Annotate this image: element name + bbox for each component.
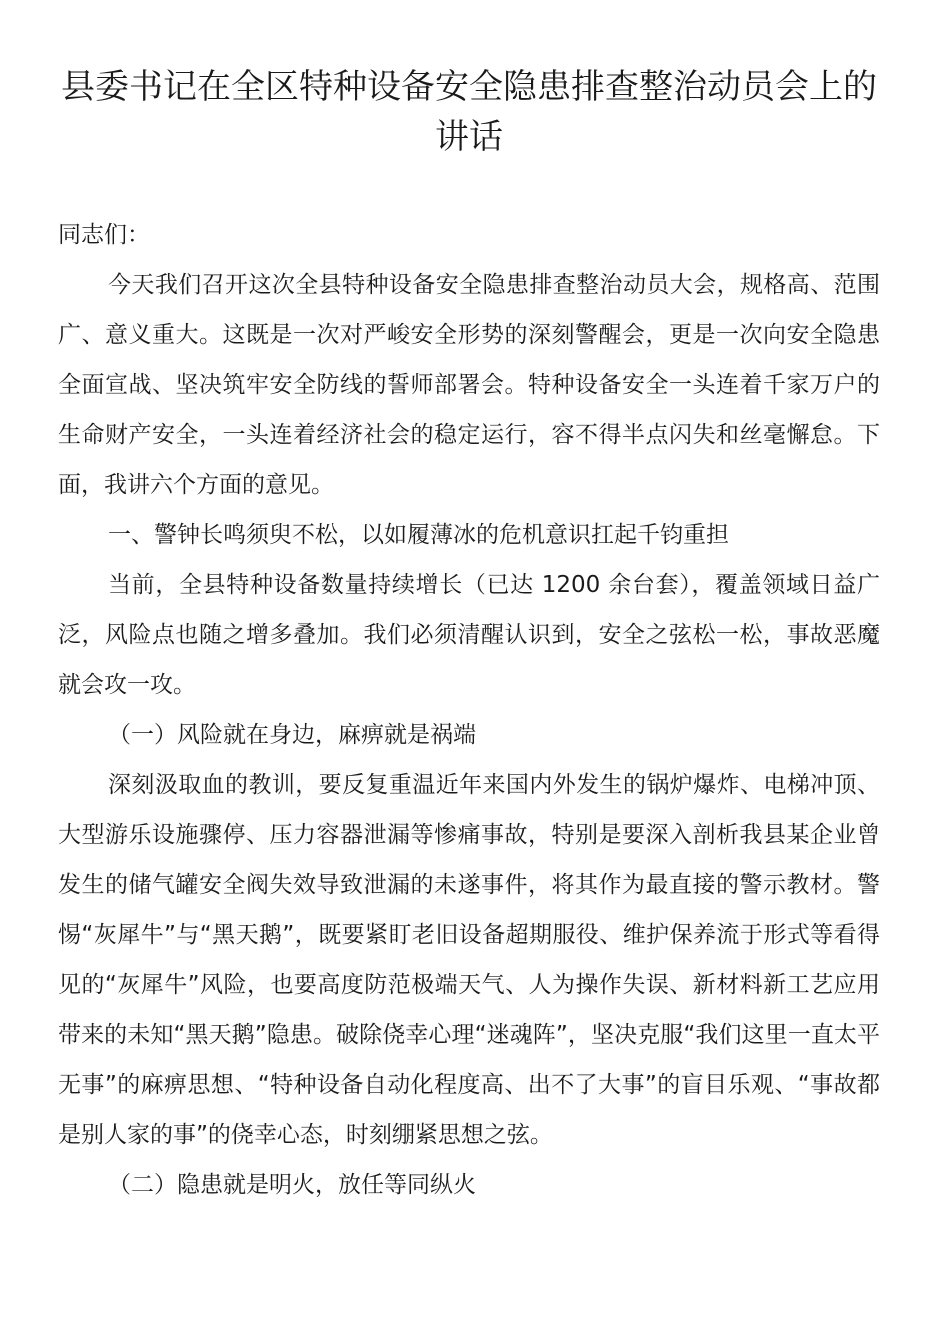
subsection-heading-2: （二）隐患就是明火，放任等同纵火 bbox=[108, 1172, 476, 1198]
paragraph-subsection-1: 深刻汲取血的教训，要反复重温近年来国内外发生的锅炉爆炸、电梯冲顶、大型游乐设施骤停、压力容器泄漏等惨痛事故，特别是要深入剖析我县某企业曾发生的储气罐安全阀失效导致泄漏的未遂事件，将其作为最直接的警示教材。警惕“灰犀牛”与“黑天鹅”，既要紧盯老旧设备超期服役、维护保养流于形式等看得见的“灰犀牛”风险，也要高度防范极端天气、人为操作失误、新材料新工艺应用带来的未知“黑天鹅”隐患。破除侥幸心理“迷魂阵”，坚决克服“我们这里一直太平无事”的麻痹思想、“特种设备自动化程度高、出不了大事”的盲目乐观、“事故都是别人家的事”的侥幸心态，时刻绷紧思想之弦。 bbox=[58, 772, 880, 1148]
salutation: 同志们： bbox=[58, 222, 150, 248]
document-title: 县委书记在全区特种设备安全隐患排查整治动员会上的讲话 bbox=[61, 67, 877, 157]
paragraph-section-1: 当前，全县特种设备数量持续增长（已达 1200 余台套），覆盖领域日益广泛，风险点也随之增多叠加。我们必须清醒认识到，安全之弦松一松，事故恶魔就会攻一攻。 bbox=[58, 572, 880, 698]
paragraph-opening: 今天我们召开这次全县特种设备安全隐患排查整治动员大会，规格高、范围广、意义重大。这既是一次对严峻安全形势的深刻警醒会，更是一次向安全隐患全面宣战、坚决筑牢安全防线的誓师部署会。特种设备安全一头连着千家万户的生命财产安全，一头连着经济社会的稳定运行，容不得半点闪失和丝毫懈怠。下面，我讲六个方面的意见。 bbox=[58, 272, 880, 498]
section-heading-1: 一、警钟长鸣须臾不松，以如履薄冰的危机意识扛起千钧重担 bbox=[108, 522, 729, 548]
document-page bbox=[58, 0, 880, 1210]
subsection-heading-1: （一）风险就在身边，麻痹就是祸端 bbox=[108, 722, 476, 748]
